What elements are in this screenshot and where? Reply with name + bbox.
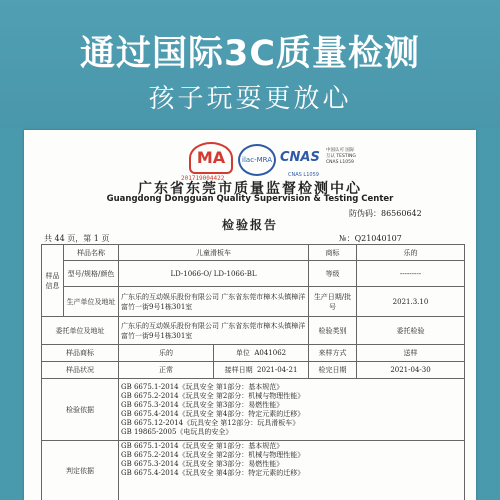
- producer-label: 生产单位及地址: [64, 287, 119, 317]
- quantity-value: A041062: [254, 349, 287, 357]
- quantity-label: 单位: [235, 349, 250, 357]
- center-name-en: Guangdong Dongguan Quality Supervision & Testing Center: [106, 194, 394, 204]
- test-type-value: 委托检验: [357, 317, 465, 345]
- sample-brand-value: 乐的: [119, 345, 214, 362]
- page-count: 共 44 页，第 1 页: [44, 234, 110, 243]
- table-row: [42, 441, 465, 500]
- grade-label: 等级: [309, 261, 357, 287]
- judge-line: GB 6675.1-2014《玩具安全 第1部分：基本规范》: [121, 442, 284, 450]
- status-label: 样品状况: [42, 362, 119, 379]
- judge-label: 判定依据: [42, 441, 119, 500]
- basis-line: GB 6675.1-2014《玩具安全 第1部分：基本规范》: [121, 382, 284, 391]
- client-value: 广东乐的互动娱乐股份有限公司 广东省东莞市樟木头镇樟洋富竹一街9号1栋301室: [119, 317, 309, 345]
- report-table: [41, 244, 465, 500]
- sampling-value: 送样: [357, 345, 465, 362]
- client-label: 委托单位及地址: [42, 317, 119, 345]
- grade-value: ---------: [357, 261, 465, 287]
- prod-date-value: 2021.3.10: [357, 287, 465, 317]
- table-row: [42, 261, 465, 287]
- table-row: [42, 287, 465, 317]
- model-value: LD-1066-O/ LD-1066-BL: [119, 261, 309, 287]
- sample-brand-label: 样品商标: [42, 345, 119, 362]
- anti-fake-code: 防伪码：86560642: [349, 209, 422, 218]
- finish-value: 2021-04-30: [357, 362, 465, 379]
- sample-name-value: 儿童滑板车: [119, 245, 309, 261]
- judge-line: GB 6675.3-2014《玩具安全 第3部分：易燃性能》: [121, 460, 284, 468]
- table-row: [42, 345, 465, 362]
- cnas-registration: CNAS L1059: [288, 172, 319, 178]
- report-number: №：Q21040107: [339, 234, 402, 243]
- test-type-label: 检验类别: [309, 317, 357, 345]
- brand-label: 商标: [309, 245, 357, 261]
- quantity-cell: [214, 345, 309, 362]
- basis-line: GB 6675.2-2014《玩具安全 第2部分：机械与物理性能》: [121, 391, 305, 400]
- table-row: [42, 362, 465, 379]
- report-title: 检验报告: [221, 218, 278, 232]
- cma-logo: MA: [189, 142, 233, 174]
- receive-label: 接样日期: [224, 366, 253, 374]
- receive-cell: [214, 362, 309, 379]
- status-value: 正常: [119, 362, 214, 379]
- basis-list: [119, 379, 465, 441]
- finish-label: 检完日期: [309, 362, 357, 379]
- cma-number: 201719004422: [181, 175, 225, 182]
- judge-list: [119, 441, 465, 500]
- basis-line: GB 6675.12-2014《玩具安全 第12部分：玩具滑板车》: [121, 418, 300, 427]
- sample-info-group: 样品信息: [42, 245, 64, 317]
- model-label: 型号/规格/颜色: [64, 261, 119, 287]
- sample-name-label: 样品名称: [64, 245, 119, 261]
- brand-value: 乐的: [357, 245, 465, 261]
- banner-subtitle: 孩子玩耍更放心: [148, 84, 352, 114]
- judge-line: GB 6675.4-2014《玩具安全 第4部分：特定元素的迁移》: [121, 469, 305, 477]
- basis-label: 检验依据: [42, 379, 119, 441]
- producer-value: 广东乐的互动娱乐股份有限公司 广东省东莞市樟木头镇樟洋富竹一街9号1栋301室: [119, 287, 309, 317]
- judge-line: GB 6675.2-2014《玩具安全 第2部分：机械与物理性能》: [121, 451, 305, 459]
- report-document: [24, 130, 476, 500]
- basis-line: GB 6675.4-2014《玩具安全 第4部分：特定元素的迁移》: [121, 409, 305, 418]
- basis-line: GB 19865-2005《电玩具的安全》: [121, 427, 233, 436]
- table-row: [42, 379, 465, 441]
- sampling-label: 来样方式: [309, 345, 357, 362]
- ilac-logo: ilac-MRA: [238, 144, 276, 176]
- basis-line: GB 6675.3-2014《玩具安全 第3部分：易燃性能》: [121, 400, 284, 409]
- banner-title: 通过国际3C质量检测: [79, 34, 421, 74]
- cnas-caption: 中国认可 国际互认 TESTING CNAS L1059: [326, 148, 356, 165]
- table-row: [42, 245, 465, 261]
- receive-value: 2021-04-21: [257, 366, 298, 374]
- prod-date-label: 生产日期/批号: [309, 287, 357, 317]
- cnas-logo: CNAS: [280, 150, 320, 165]
- center-name-cn: 广东省东莞市质量监督检测中心: [138, 181, 362, 197]
- header-banner: [0, 0, 500, 128]
- table-row: [42, 317, 465, 345]
